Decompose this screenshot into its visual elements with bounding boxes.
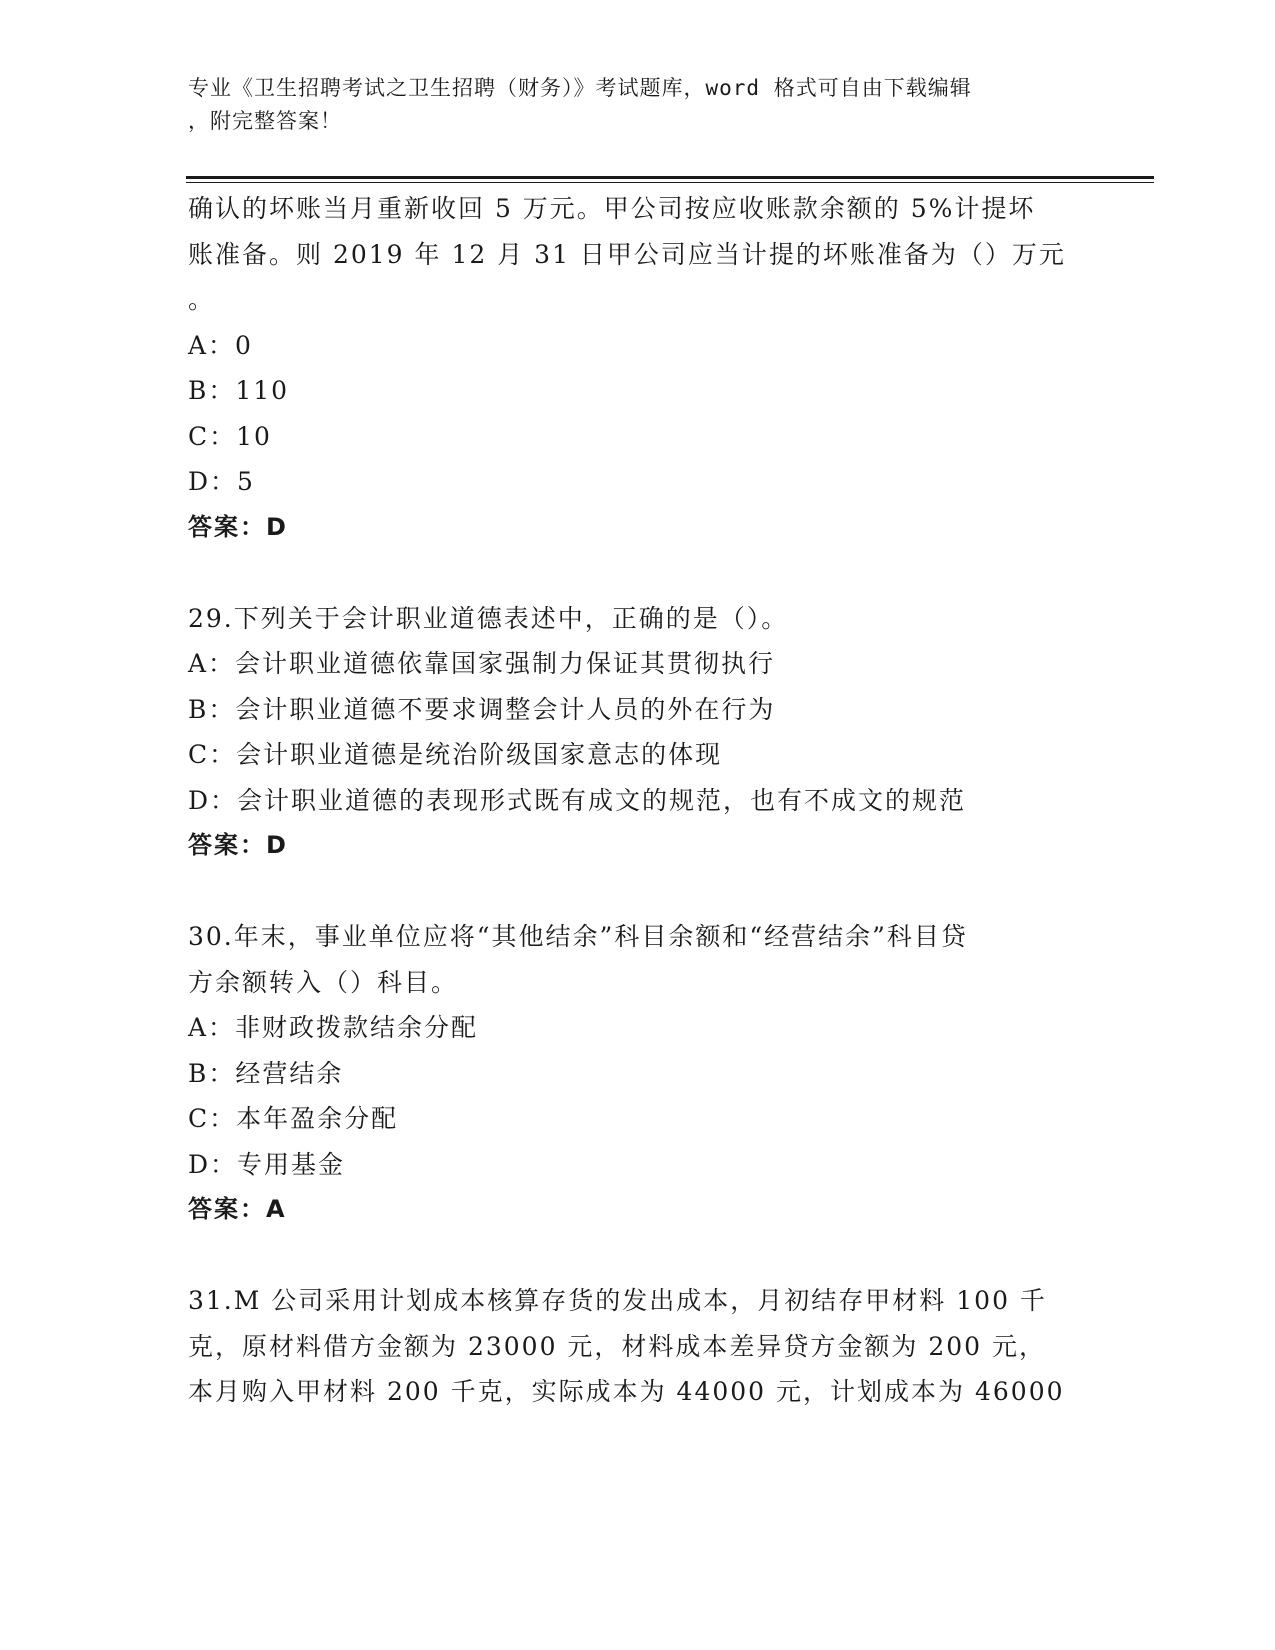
question-spacer bbox=[188, 1233, 1088, 1279]
question-stem-line: 31.M 公司采用计划成本核算存货的发出成本，月初结存甲材料 100 千 bbox=[188, 1286, 1047, 1315]
question-stem-line: 账准备。则 2019 年 12 月 31 日甲公司应当计提的坏账准备为（）万元 bbox=[188, 239, 1066, 269]
question-spacer bbox=[188, 869, 1088, 915]
option-d: D：5 bbox=[188, 467, 255, 496]
option-b: B：经营结余 bbox=[188, 1058, 344, 1088]
answer-line: 答案：D bbox=[188, 512, 288, 541]
option-b: B：110 bbox=[188, 376, 290, 405]
header-divider-thin bbox=[186, 182, 1154, 183]
option-a: A：0 bbox=[188, 330, 253, 360]
document-header bbox=[188, 72, 1068, 138]
question-stem-line: 29.下列关于会计职业道德表述中，正确的是（）。 bbox=[188, 603, 789, 633]
option-a: A：非财政拨款结余分配 bbox=[188, 1013, 479, 1042]
question-stem-line: 方余额转入（）科目。 bbox=[188, 967, 459, 997]
question-stem-line: 。 bbox=[188, 285, 216, 314]
option-c: C：10 bbox=[188, 421, 272, 451]
header-divider-thick bbox=[186, 176, 1154, 179]
option-b: B：会计职业道德不要求调整会计人员的外在行为 bbox=[188, 694, 776, 724]
question-30 bbox=[188, 914, 1088, 1233]
question-stem-line: 确认的坏账当月重新收回 5 万元。甲公司按应收账款余额的 5%计提坏 bbox=[188, 194, 1036, 223]
option-c: C：本年盈余分配 bbox=[188, 1104, 399, 1133]
question-28 bbox=[188, 186, 1088, 550]
option-c: C：会计职业道德是统治阶级国家意志的体现 bbox=[188, 740, 723, 769]
header-line-1: 专业《卫生招聘考试之卫生招聘（财务）》考试题库，word 格式可自由下载编辑 bbox=[188, 76, 972, 100]
answer-line: 答案：A bbox=[188, 1195, 287, 1223]
header-line-2: ，附完整答案！ bbox=[188, 109, 342, 133]
option-d: D：专用基金 bbox=[188, 1149, 346, 1179]
answer-line: 答案：D bbox=[188, 831, 288, 859]
question-31 bbox=[188, 1278, 1088, 1415]
question-spacer bbox=[188, 550, 1088, 596]
question-stem-line: 30.年末，事业单位应将“其他结余”科目余额和“经营结余”科目贷 bbox=[188, 922, 968, 951]
option-a: A：会计职业道德依靠国家强制力保证其贯彻执行 bbox=[188, 649, 776, 678]
question-stem-line: 克，原材料借方金额为 23000 元，材料成本差异贷方金额为 200 元， bbox=[188, 1331, 1047, 1361]
question-list bbox=[188, 186, 1088, 1415]
question-stem-line: 本月购入甲材料 200 千克，实际成本为 44000 元，计划成本为 46000 bbox=[188, 1377, 1065, 1406]
question-29 bbox=[188, 596, 1088, 869]
option-d: D：会计职业道德的表现形式既有成文的规范，也有不成文的规范 bbox=[188, 785, 967, 815]
